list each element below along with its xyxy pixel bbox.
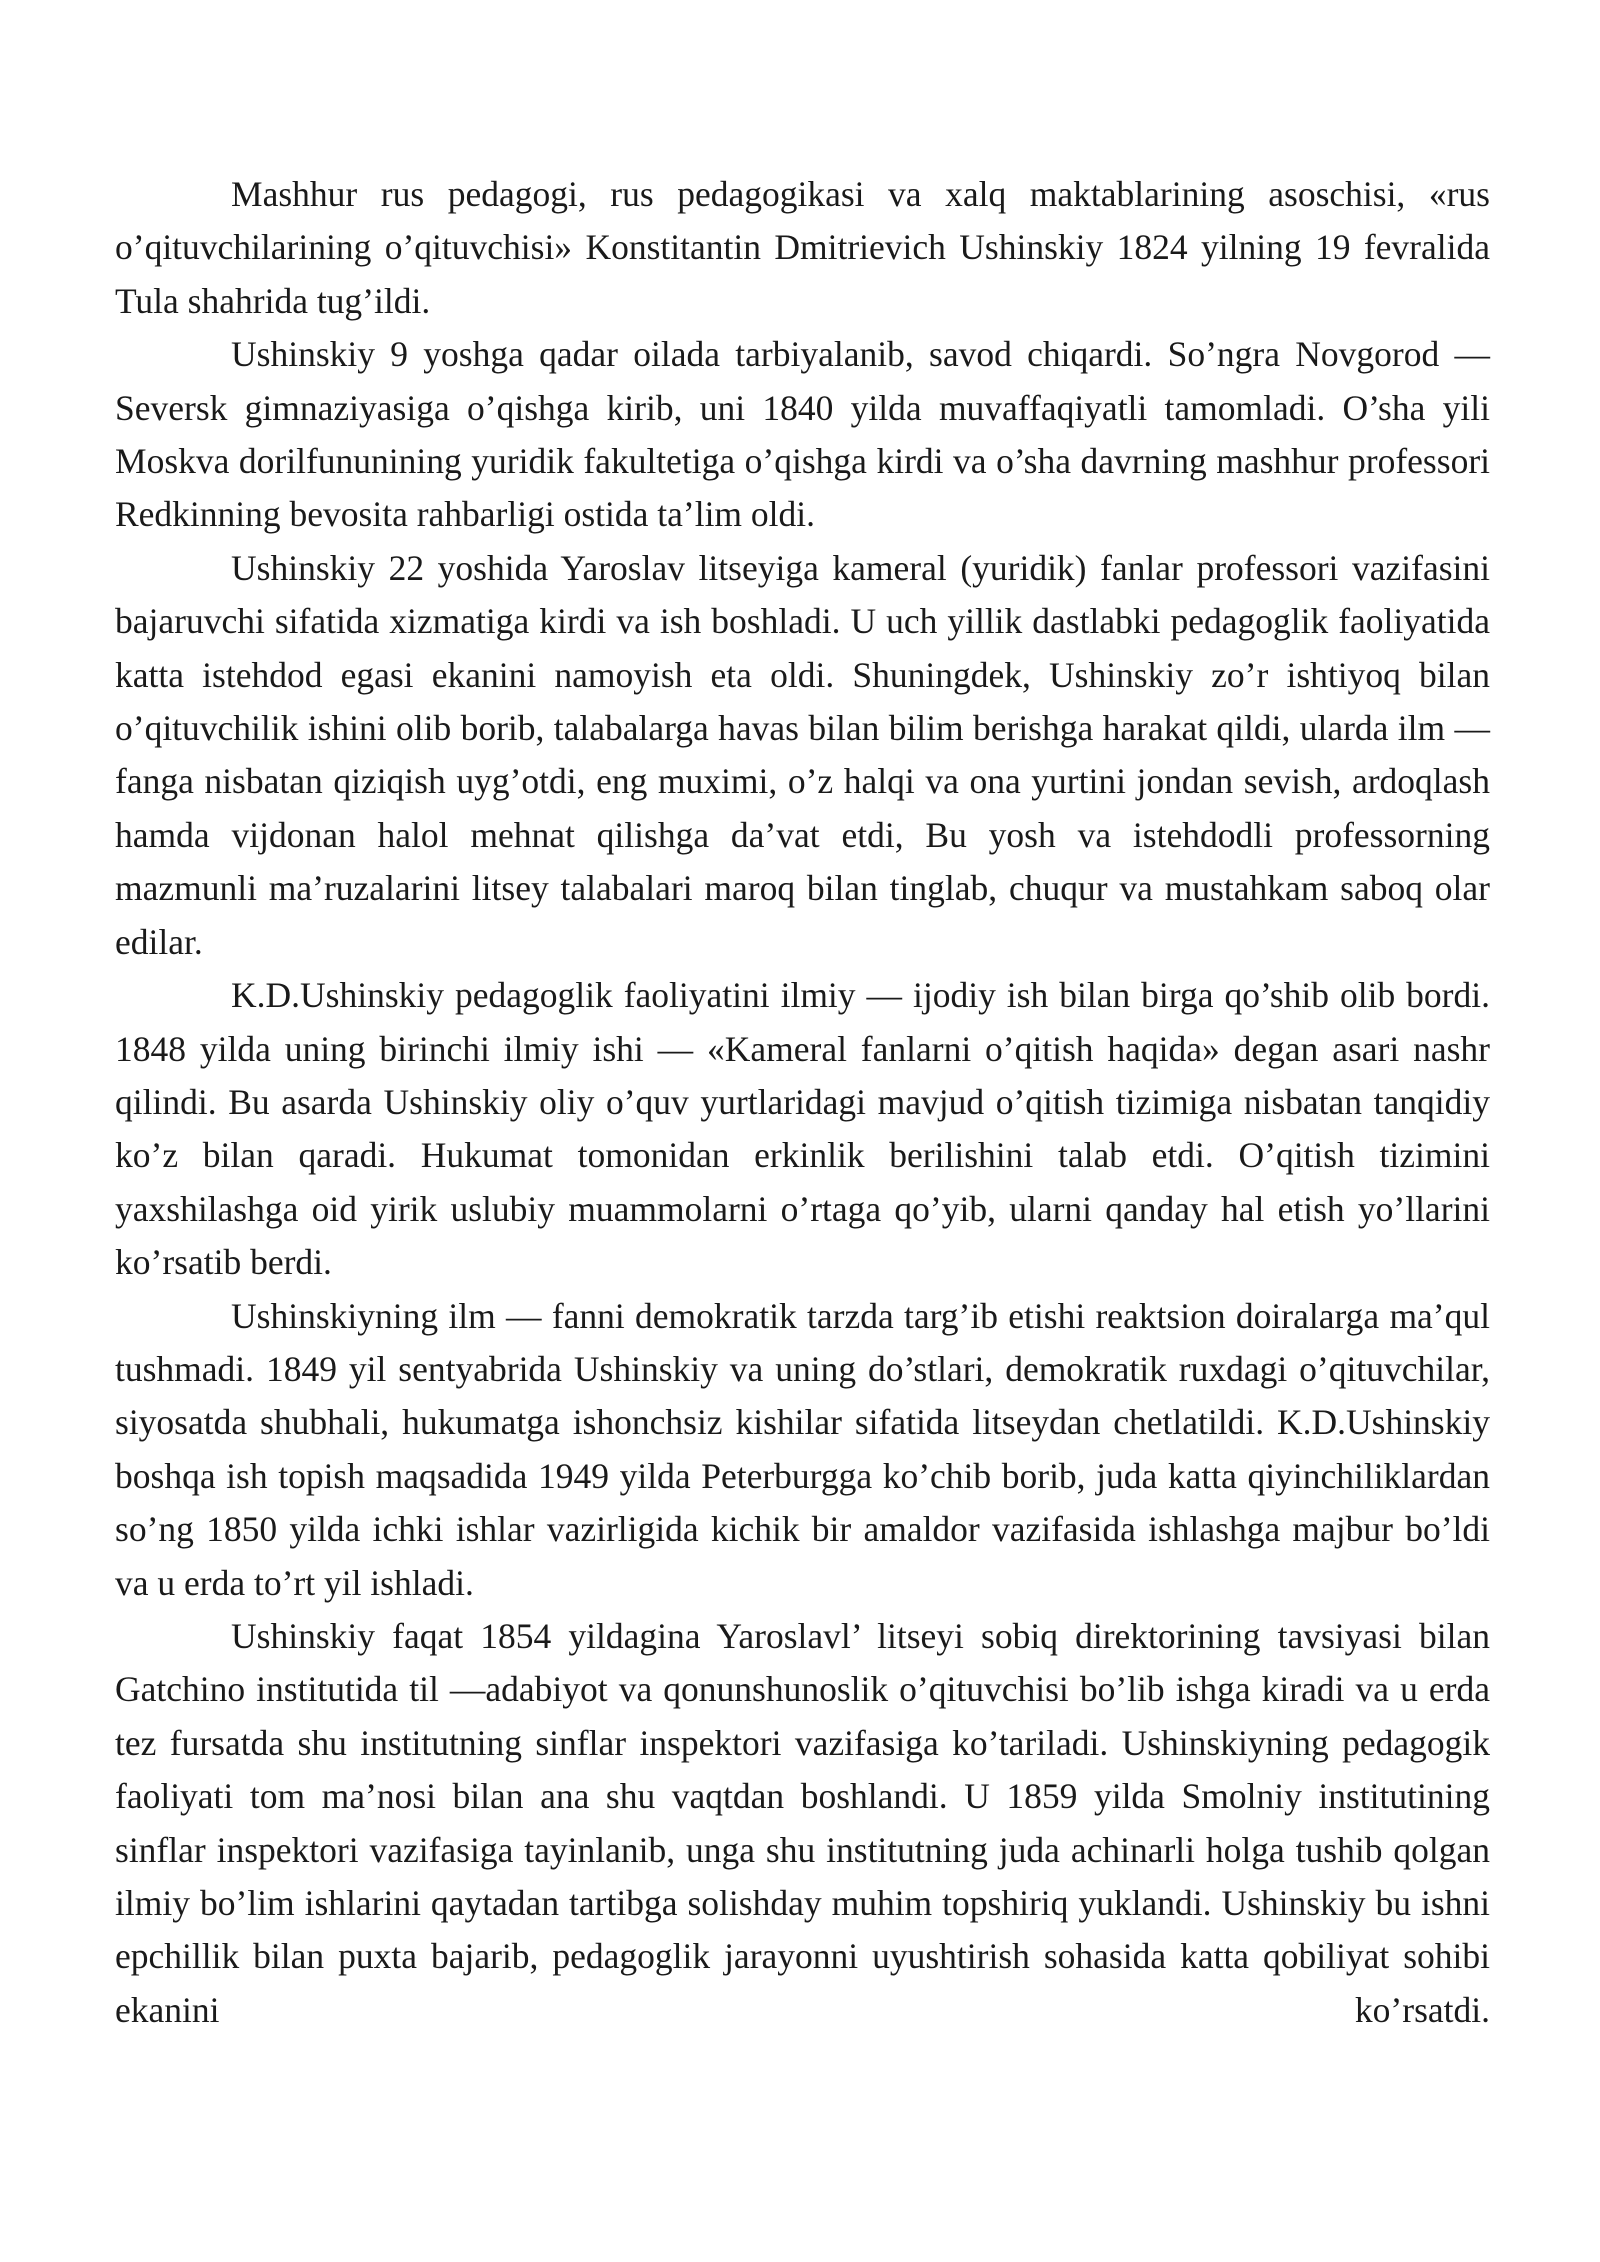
paragraph-1: Mashhur rus pedagogi, rus pedagogikasi va xalq maktablarining asoschisi, «rus o’qituvchilarining o’qituvchisi» Konstitantin Dmitrievich Ushinskiy 1824 yilning 19 fevralida Tula shahrida tug’ildi. — [115, 174, 1490, 321]
paragraph-2: Ushinskiy 9 yoshga qadar oilada tarbiyalanib, savod chiqardi. So’ngra Novgorod —Seversk gimnaziyasiga o’qishga kirib, uni 1840 yilda muvaffaqiyatli tamomladi. O’sha yili Moskva dorilfununining yuridik fakultetiga o’qishga kirdi va o’sha davrning mashhur professori Redkinning bevosita rahbarligi ostida ta’lim oldi. — [115, 334, 1490, 535]
document-page — [115, 168, 1490, 2037]
paragraph-3: Ushinskiy 22 yoshida Yaroslav litseyiga kameral (yuridik) fanlar professori vazifasini bajaruvchi sifatida xizmatiga kirdi va ish boshladi. U uch yillik dastlabki pedagoglik faoliyatida katta istehdod egasi ekanini namoyish eta oldi. Shuningdek, Ushinskiy zo’r ishtiyoq bilan o’qituvchilik ishini olib borib, talabalarga havas bilan bilim berishga harakat qildi, ularda ilm — fanga nisbatan qiziqish uyg’otdi, eng muximi, o’z halqi va ona yurtini jondan sevish, ardoqlash hamda vijdonan halol mehnat qilishga da’vat etdi, Bu yosh va istehdodli professorning mazmunli ma’ruzalarini litsey talabalari maroq bilan tinglab, chuqur va mustahkam saboq olar edilar. — [115, 547, 1490, 962]
paragraph-5: Ushinskiyning ilm — fanni demokratik tarzda targ’ib etishi reaktsion doiralarga ma’qul tushmadi. 1849 yil sentyabrida Ushinskiy va uning do’stlari, demokratik ruxdagi o’qituvchilar, siyosatda shubhali, hukumatga ishonchsiz kishilar sifatida litseydan chetlatildi. K.D.Ushinskiy boshqa ish topish maqsadida 1949 yilda Peterburgga ko’chib borib, juda katta qiyinchiliklardan so’ng 1850 yilda ichki ishlar vazirligida kichik bir amaldor vazifasida ishlashga majbur bo’ldi va u erda to’rt yil ishladi. — [115, 1295, 1490, 1603]
paragraph-6: Ushinskiy faqat 1854 yildagina Yaroslavl’ litseyi sobiq direktorining tavsiyasi bilan Gatchino institutida til —adabiyot va qonunshunoslik o’qituvchisi bo’lib ishga kiradi va u erda tez fursatda shu institutning sinflar inspektori vazifasiga ko’tariladi. Ushinskiyning pedagogik faoliyati tom ma’nosi bilan ana shu vaqtdan boshlandi. U 1859 yilda Smolniy institutining sinflar inspektori vazifasiga tayinlanib, unga shu institutning juda achinarli holga tushib qolgan ilmiy bo’lim ishlarini qaytadan tartibga solishday muhim topshiriq yuklandi. Ushinskiy bu ishni epchillik bilan puxta bajarib, pedagoglik jarayonni uyushtirish sohasida katta qobiliyat sohibi ekanini ko’rsatdi. — [115, 1615, 1490, 2030]
paragraph-4: K.D.Ushinskiy pedagoglik faoliyatini ilmiy — ijodiy ish bilan birga qo’shib olib bordi. 1848 yilda uning birinchi ilmiy ishi — «Kameral fanlarni o’qitish haqida» degan asari nashr qilindi. Bu asarda Ushinskiy oliy o’quv yurtlaridagi mavjud o’qitish tizimiga nisbatan tanqidiy ko’z bilan qaradi. Hukumat tomonidan erkinlik berilishini talab etdi. O’qitish tizimini yaxshilashga oid yirik uslubiy muammolarni o’rtaga qo’yib, ularni qanday hal etish yo’llarini ko’rsatib berdi. — [115, 975, 1490, 1283]
